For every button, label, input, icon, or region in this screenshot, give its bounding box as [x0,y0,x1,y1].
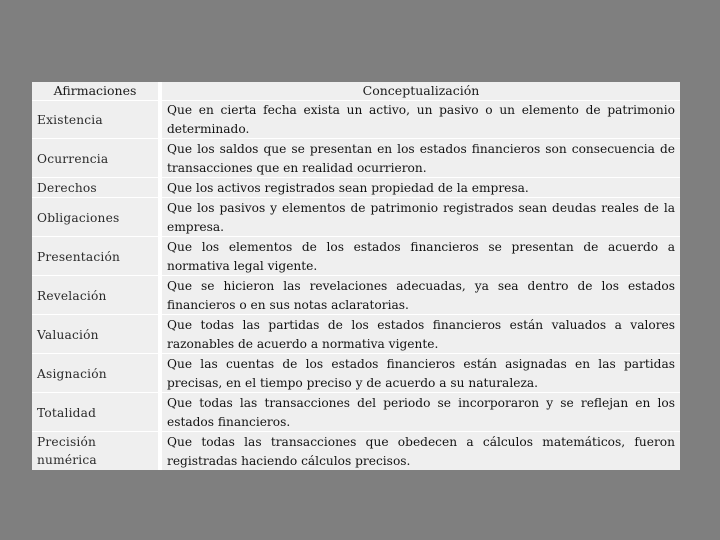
row-description: Que los pasivos y elementos de patrimonio registrados sean deudas reales de la empresa. [167,201,675,235]
row-label: Derechos [37,181,97,195]
table-row [32,100,158,139]
row-description: Que los elementos de los estados financieros se presentan de acuerdo a normativa legal vigente. [167,240,675,274]
row-description: Que las cuentas de los estados financieros están asignadas en las partidas precisas, en el tiempo preciso y de acuerdo a su naturaleza. [167,357,675,391]
table-row [162,100,680,139]
table-row [32,315,158,354]
table-row [32,276,158,315]
table-row [32,393,158,432]
table-row [162,237,680,276]
row-description: Que todas las transacciones del periodo se incorporaron y se reflejan en los estados financieros. [167,396,675,430]
row-label: Obligaciones [37,211,120,225]
table-row [162,276,680,315]
table-row [162,354,680,393]
table-row [162,393,680,432]
table-row [32,432,158,470]
table-row [162,315,680,354]
header-afirmaciones [32,82,158,101]
row-description: Que en cierta fecha exista un activo, un pasivo o un elemento de patrimonio determinado. [167,103,675,137]
table-row [162,139,680,178]
table-row [32,198,158,237]
concepts-column [162,82,680,470]
row-label: Valuación [37,328,99,342]
assertions-table [32,82,680,470]
assertions-column [32,82,158,470]
header-afirmaciones-label: Afirmaciones [53,83,137,98]
header-conceptualizacion [162,82,680,101]
row-label: Precisión numérica [37,435,97,467]
row-description: Que todas las partidas de los estados financieros están valuados a valores razonables de acuerdo a normativa vigente. [167,318,675,352]
row-label: Existencia [37,113,103,127]
row-label: Ocurrencia [37,152,109,166]
row-label: Totalidad [37,406,97,420]
table-row [32,237,158,276]
header-conceptualizacion-label: Conceptualización [362,83,480,98]
table-row [162,198,680,237]
row-label: Asignación [37,367,107,381]
row-description: Que todas las transacciones que obedecen a cálculos matemáticos, fueron registradas haciendo cálculos precisos. [167,435,675,469]
table-row [32,354,158,393]
table-row [32,139,158,178]
table-row [162,432,680,470]
row-label: Presentación [37,250,121,264]
row-label: Revelación [37,289,107,303]
row-description: Que se hicieron las revelaciones adecuadas, ya sea dentro de los estados financieros o en sus notas aclaratorias. [167,279,675,313]
row-description: Que los activos registrados sean propiedad de la empresa. [167,181,529,195]
table-row [162,178,680,198]
row-description: Que los saldos que se presentan en los estados financieros son consecuencia de transacciones que en realidad ocurrieron. [167,142,675,176]
table-row [32,178,158,198]
